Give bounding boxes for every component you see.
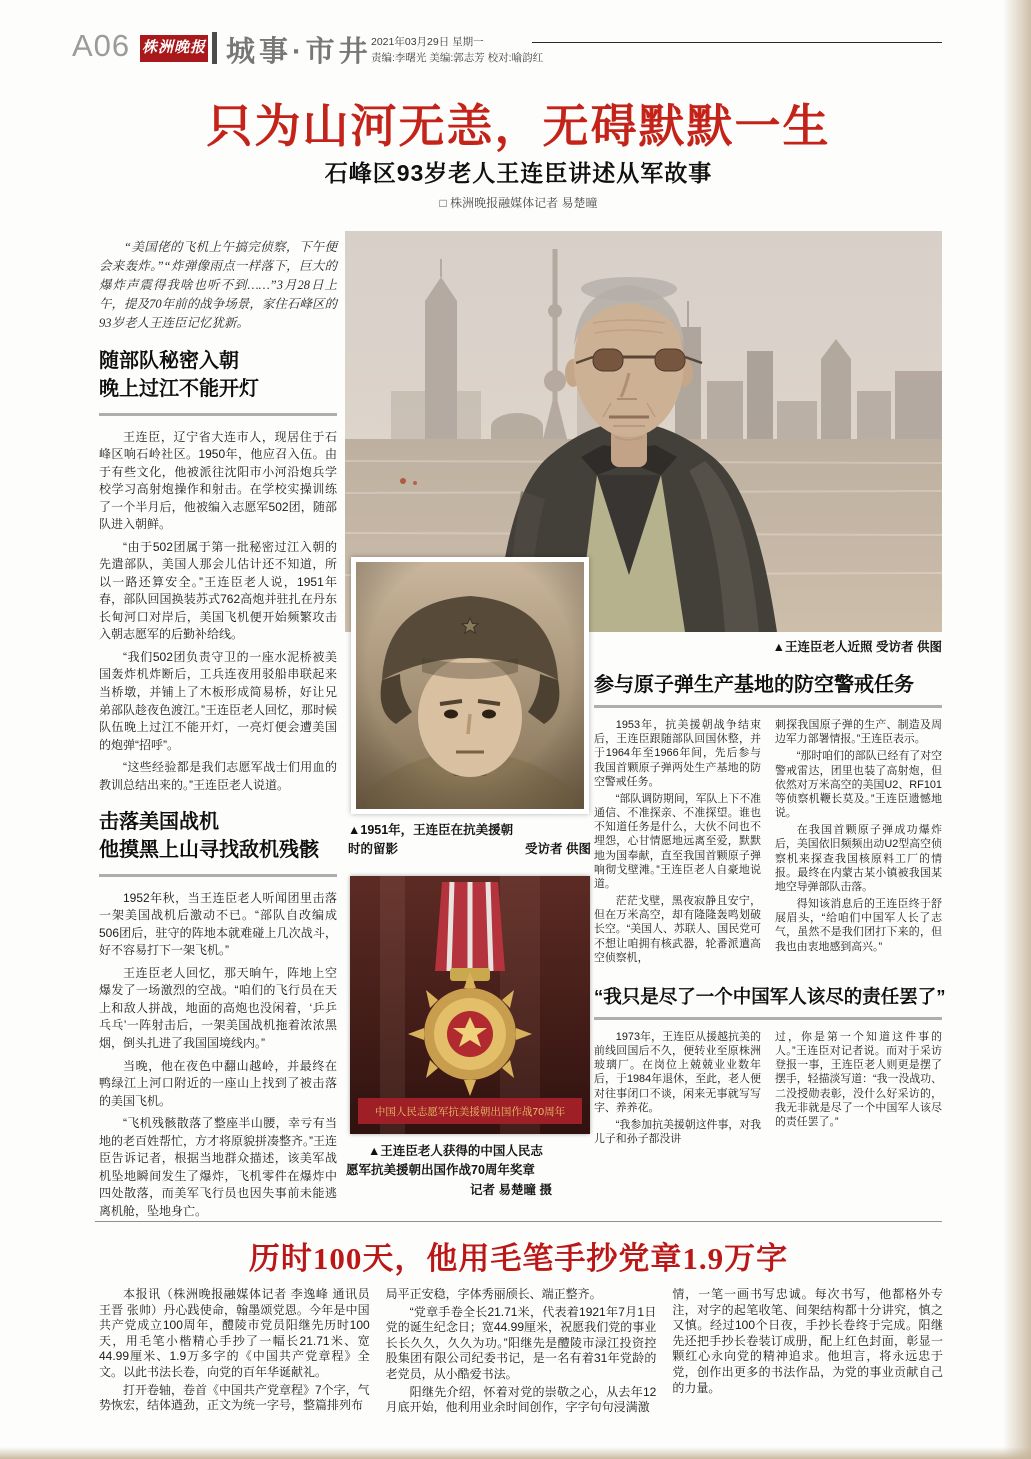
header-date-block	[371, 34, 543, 67]
section3-col2	[775, 718, 942, 968]
section1-heading	[99, 347, 337, 416]
main-photo-caption: ▲王连臣老人近照 受访者 供图	[772, 640, 942, 654]
soldier-photo	[351, 557, 589, 814]
section4-columns	[594, 1030, 942, 1149]
byline: □ 株洲晚报融媒体记者 易楚曈	[439, 196, 598, 210]
newspaper-logo: 株洲晚报	[140, 35, 208, 62]
section4-heading: “我只是尽了一个中国军人该尽的责任罢了”	[594, 983, 942, 1020]
bottom-headline: 历时100天，他用毛笔手抄党章1.9万字	[248, 1241, 789, 1276]
paragraph: 本报讯（株洲晚报融媒体记者 李逸峰 通讯员 王晋 张帅）丹心践使命，翰墨颂党恩。今年是中国共产党成立100周年，醴陵市党员阳继先历时100天，用毛笔小楷精心手抄了一幅长21.71米、宽44.99厘米、1.9万多字的《中国共产党章程》全文。以此书法长卷，向党的百年华诞献礼。	[99, 1287, 370, 1379]
paragraph: “我参加抗美援朝这件事，对我儿子和孙子都没讲	[594, 1118, 762, 1146]
header-divider-bar	[212, 32, 217, 64]
paragraph: “党章手卷全长21.71米，代表着1921年7月1日党的诞生纪念日；宽44.99厘米，祝愿我们党的事业长长久久，久久为功。”阳继先是醴陵市渌江投资控股集团有限公司纪委书记，是一名有着31年党龄的老党员，从小酷爱书法。	[385, 1304, 657, 1381]
soldier-caption-credit: 受访者 供图	[525, 842, 591, 857]
paragraph: “由于502团属于第一批秘密过江入朝的先遣部队，美国人那会儿估计还不知道，所以一路还算安全。”王连臣老人说，1951年春，部队回国换装苏式762高炮并驻扎在丹东长甸河口对岸后，美国飞机便开始频繁攻击入朝志愿军的后勤补给线。	[99, 539, 337, 642]
paragraph: 1973年，王连臣从援越抗美的前线回国后不久，便转业至原株洲玻璃厂。在岗位上兢兢业业数年后，于1984年退休，至此，老人便对往事闭口不谈，闲来无事就写写字、养养花。	[594, 1030, 761, 1114]
paragraph: 打开卷轴，卷首《中国共产党章程》7个字，气势恢宏，结体遒劲，正文为统一字号，整篇排列布	[99, 1382, 370, 1413]
date-line: 2021年03月29日 星期一	[371, 36, 484, 48]
paragraph: 王连臣，辽宁省大连市人，现居住于石峰区响石岭社区。1950年，他应召入伍。由于有些文化，他被派往沈阳市小河沿炮兵学校学习高射炮操作和射击。在学校实操训练了一个半月后，他被编入志愿军502团，随部队进入朝鲜。	[99, 429, 337, 532]
paragraph: 在我国首颗原子弹成功爆炸后，美国依旧频频出动U2型高空侦察机来探查我国核原料工厂的情报。最终在内蒙古某小镇被我国某地空导弹部队击落。	[775, 824, 942, 893]
soldier-photo-art	[356, 562, 584, 809]
paragraph: “这些经验都是我们志愿军战士们用血的教训总结出来的。”王连臣老人说道。	[99, 760, 337, 792]
section3-columns	[594, 718, 942, 968]
bottom-col3	[672, 1287, 943, 1418]
medal-caption-credit: 记者 易楚曈 摄	[470, 1182, 552, 1197]
section3-col1	[594, 718, 761, 968]
section4-col1	[594, 1030, 761, 1149]
main-headline: 只为山河无恙，无碍默默一生	[206, 100, 831, 152]
section3-heading: 参与原子弹生产基地的防空警戒任务	[594, 668, 942, 708]
paragraph: 得知该消息后的王连臣终于舒展眉头，“给咱们中国军人长了志气，虽然不是我们团打下来的，但我也由衷地感到高兴。”	[775, 898, 942, 953]
bottom-columns	[99, 1287, 943, 1418]
medal-banner-text: 中国人民志愿军抗美援朝出国作战70周年	[374, 1106, 566, 1118]
paragraph: 情，一笔一画书写忠诚。每次书写，他都格外专注，对字的起笔收笔、间架结构都十分讲究，慎之又慎。经过100个日夜，手抄长卷终于完成。阳继先还把手抄长卷装订成册，配上红色封面，彰显一颗红心永向党的精神追求。他坦言，将永远忠于党，创作出更多的书法作品，为党的事业贡献自己的力量。	[672, 1287, 944, 1395]
medal-caption-line2: 愿军抗美援朝出国作战70周年奖章	[346, 1163, 535, 1178]
medal-photo	[350, 876, 590, 1134]
paragraph: 过，你是第一个知道这件事的人。”王连臣对记者说。而对于采访登报一事，王连臣老人则更是摆了摆手，轻描淡写道：“我一没战功、二没授勋表彰，没什么好采访的，我无非就是尽了一个中国军人该尽的责任罢了。”	[775, 1030, 942, 1128]
bottom-col1	[99, 1287, 370, 1418]
scan-edge-bottom	[0, 1447, 1031, 1459]
staff-line: 责编:李曙光 美编:郭志芳 校对:喻韵红	[371, 52, 544, 65]
article-divider-rule	[95, 1221, 942, 1222]
section2-heading	[99, 808, 337, 877]
header-rule	[532, 42, 942, 43]
section2-heading-line2: 他摸黑上山寻找敌机残骸	[99, 839, 319, 862]
paragraph: 刺探我国原子弹的生产、制造及周边军力部署情报。”王连臣表示。	[775, 719, 942, 746]
medal-photo-art	[350, 876, 590, 1134]
paragraph: 王连臣老人回忆，那天晌午，阵地上空爆发了一场激烈的空战。“咱们的飞行员在天上和敌人拼战，地面的高炮也没闲着，‘乒乒乓乓’一阵射击后，一架美国战机拖着浓浓黑烟，倒头扎进了我国国境线内。”	[99, 965, 337, 1050]
soldier-caption-line1: ▲1951年，王连臣在抗美援朝	[348, 823, 514, 837]
section1-heading-line1: 随部队秘密入朝	[99, 350, 239, 372]
soldier-caption-line2-left: 时的留影	[348, 842, 399, 857]
paragraph: 1952年秋，当王连臣老人听闻团里击落一架美国战机后激动不已。“部队自改编成506团后，驻守的阵地本就难碰上几次战斗，好不容易打下一架飞机。”	[99, 890, 337, 958]
page-number: A06	[72, 28, 131, 63]
left-column	[99, 238, 337, 1225]
section1-heading-line2: 晚上过江不能开灯	[99, 378, 259, 401]
soldier-photo-caption	[348, 821, 591, 860]
lead-paragraph: “美国佬的飞机上午搞完侦察，下午便会来轰炸。”“炸弹像雨点一样落下，巨大的爆炸声震得我啥也听不到……”3月28日上午，提及70年前的战争场景，家住石峰区的93岁老人王连臣记忆犹新。	[99, 240, 337, 330]
medal-star	[408, 972, 532, 1096]
paragraph: 局平正安稳，字体秀丽颀长、端正整齐。	[385, 1287, 602, 1301]
paragraph: 当晚，他在夜色中翻山越岭，并最终在鸭绿江上河口附近的一座山上找到了被击落的美国飞机。	[99, 1058, 337, 1108]
paragraph: “部队调防期间，军队上下不准通信、不准探亲、不准探望。谁也不知道任务是什么，大伙不问也不埋怨，心甘情愿地远离至爱，默默地为国奉献，直至我国首颗原子弹响彻戈壁滩。”王连臣老人自豪地说道。	[594, 792, 762, 890]
paragraph: “我们502团负责守卫的一座水泥桥被美国轰炸机炸断后，工兵连夜用驳船串联起来当桥墩，并铺上了木板形成简易桥，好让兄弟部队趁夜色渡江。”王连臣老人回忆，那时候队伍晚上过江不能开灯，一亮灯便会遭美国的炮弹“招呼”。	[99, 649, 337, 752]
section4-col2	[775, 1030, 942, 1149]
sub-headline: 石峰区93岁老人王连臣讲述从军故事	[324, 160, 713, 186]
paragraph: “飞机残骸散落了整座半山腰，幸亏有当地的老百姓帮忙，方才将原貌拼凑整齐。”王连臣告诉记者，根据当地群众描述，该美军战机坠地瞬间发生了爆炸，飞机零件在爆炸中四处散落，而美军飞行员也因失事前未能逃离机舱，坠地身亡。	[99, 1116, 337, 1218]
bottom-col2	[386, 1287, 657, 1418]
section-title: 城事·市井	[226, 36, 372, 68]
right-column-area	[594, 668, 946, 1149]
medal-caption-line1: ▲王连臣老人获得的中国人民志	[368, 1144, 543, 1158]
paragraph: 1953年，抗美援朝战争结束后，王连臣跟随部队回国休整，并于1964年至1966年间，先后参与我国首颗原子弹两处生产基地的防空警戒任务。	[594, 719, 761, 788]
paragraph: 茫茫戈壁，黑夜寂静且安宁，但在万米高空，却有隆隆轰鸣划破长空。“美国人、苏联人、国民党可不想让咱拥有核武器，轮番派遣高空侦察机，	[594, 895, 761, 964]
scan-edge-right	[1003, 0, 1031, 1459]
paragraph: “那时咱们的部队已经有了对空警戒雷达，团里也装了高射炮，但依然对万米高空的美国U2、RF101等侦察机鞭长莫及。”王连臣遗憾地说。	[775, 750, 943, 820]
medal-photo-caption	[346, 1142, 594, 1200]
paragraph: 阳继先介绍，怀着对党的崇敬之心，从去年12月底开始，他利用业余时间创作，字字句句浸满激	[385, 1384, 657, 1415]
section2-heading-line1: 击落美国战机	[99, 811, 219, 834]
